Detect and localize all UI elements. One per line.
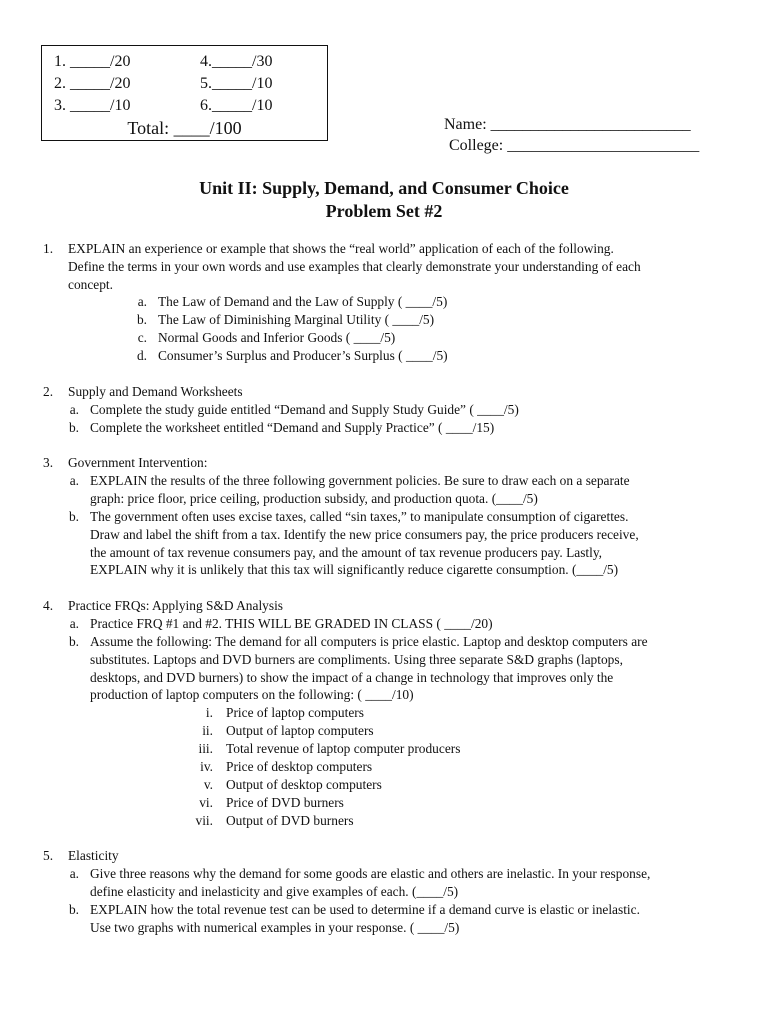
text-line: EXPLAIN the results of the three following government policies. Be sure to draw each on a separate <box>90 473 630 488</box>
sub-item <box>43 812 733 830</box>
section-heading: Elasticity <box>68 848 119 863</box>
section-text <box>68 240 733 293</box>
sub-item-text: Total revenue of laptop computer producers <box>226 741 461 756</box>
sub-item <box>43 794 733 812</box>
item-text: Normal Goods and Inferior Goods ( ____/5) <box>158 330 396 345</box>
item-text <box>90 901 733 937</box>
text-line: The government often uses excise taxes, called “sin taxes,” to manipulate consumption of cigarettes. <box>90 509 629 524</box>
score-4: 4._____/30 <box>200 53 273 70</box>
list-item <box>43 633 733 705</box>
text-line: production of laptop computers on the following: ( ____/10) <box>90 687 414 703</box>
score-3: 3. _____/10 <box>54 97 131 114</box>
text-line: the amount of tax revenue consumers pay, and the amount of tax revenue producers pay. Lastly, <box>90 544 603 560</box>
text-line: EXPLAIN why it is unlikely that this tax will significantly reduce cigarette consumption. (____/5) <box>90 562 619 578</box>
sub-item-label: ii. <box>202 723 213 738</box>
item-label: c. <box>137 330 147 345</box>
item-text <box>90 472 733 508</box>
list-item <box>43 615 733 633</box>
list-item <box>43 472 733 508</box>
text-line: Give three reasons why the demand for some goods are elastic and others are inelastic. In your response, <box>90 866 651 881</box>
sub-item <box>43 776 733 794</box>
sub-item <box>43 722 733 740</box>
section-heading: Supply and Demand Worksheets <box>68 384 243 399</box>
sub-item-text: Output of DVD burners <box>226 813 354 828</box>
section-4 <box>43 597 733 832</box>
text-line: Draw and label the shift from a tax. Identify the new price consumers pay, the price producers receive, <box>90 526 639 542</box>
text-line: EXPLAIN an experience or example that shows the “real world” application of each of the following. <box>68 241 614 256</box>
score-2: 2. _____/20 <box>54 75 131 92</box>
item-label: b. <box>68 634 79 649</box>
list-item <box>43 865 733 901</box>
sub-item-text: Output of desktop computers <box>226 777 382 792</box>
score-total: Total: ____/100 <box>127 118 242 138</box>
section-1 <box>43 240 733 365</box>
section-number: 4. <box>43 598 54 613</box>
list-item <box>43 508 733 580</box>
text-line: desktops, and DVD burners) to show the impact of a change in technology that improves only the <box>90 669 614 685</box>
item-text: Complete the worksheet entitled “Demand and Supply Practice” ( ____/15) <box>90 420 495 435</box>
section-5 <box>43 847 733 939</box>
section-heading: Practice FRQs: Applying S&D Analysis <box>68 598 284 613</box>
item-text <box>90 633 733 704</box>
section-3 <box>43 454 733 580</box>
item-label: a. <box>69 402 79 417</box>
sub-item-label: v. <box>203 777 213 792</box>
sub-item-label: iv. <box>200 759 213 774</box>
sub-item-label: vi. <box>199 795 213 810</box>
sub-item-text: Price of laptop computers <box>226 705 364 720</box>
item-text: The Law of Demand and the Law of Supply ( ____/5) <box>158 294 448 309</box>
list-item <box>43 901 733 937</box>
section-number: 1. <box>43 241 54 256</box>
section-2 <box>43 383 733 439</box>
text-line: graph: price floor, price ceiling, production subsidy, and production quota. (____/5) <box>90 490 538 506</box>
item-label: b. <box>68 420 79 435</box>
sub-item <box>43 704 733 722</box>
list-item <box>43 329 733 347</box>
item-text <box>90 865 733 901</box>
sub-item <box>43 758 733 776</box>
text-line: Assume the following: The demand for all computers is price elastic. Laptop and desktop computers are <box>90 634 648 649</box>
sub-item-label: iii. <box>198 741 213 756</box>
list-item <box>43 419 733 437</box>
text-line: substitutes. Laptops and DVD burners are compliments. Using three separate S&D graphs (laptops, <box>90 651 623 667</box>
score-6: 6._____/10 <box>200 97 273 114</box>
list-item <box>43 347 733 365</box>
item-label: a. <box>69 473 79 488</box>
item-label: d. <box>136 348 147 363</box>
item-label: b. <box>136 312 147 327</box>
item-text <box>90 508 733 579</box>
item-text: Consumer’s Surplus and Producer’s Surplus ( ____/5) <box>158 348 448 363</box>
item-text: Practice FRQ #1 and #2. THIS WILL BE GRADED IN CLASS ( ____/20) <box>90 616 493 631</box>
score-1: 1. _____/20 <box>54 53 131 70</box>
sub-item-label: i. <box>205 705 213 720</box>
section-heading: Government Intervention: <box>68 455 208 470</box>
sub-item-label: vii. <box>195 813 213 828</box>
item-text: The Law of Diminishing Marginal Utility ( ____/5) <box>158 312 435 327</box>
section-number: 2. <box>43 384 54 399</box>
list-item <box>43 401 733 419</box>
item-label: b. <box>68 902 79 917</box>
college-field: College: ________________________ <box>449 137 700 154</box>
item-label: b. <box>68 509 79 524</box>
sub-item-text: Price of DVD burners <box>226 795 344 810</box>
score-box <box>41 45 328 141</box>
item-label: a. <box>69 866 79 881</box>
text-line: EXPLAIN how the total revenue test can be used to determine if a demand curve is elastic or inelastic. <box>90 902 640 917</box>
section-number: 5. <box>43 848 54 863</box>
text-line: concept. <box>68 276 113 292</box>
sub-item-text: Price of desktop computers <box>226 759 373 774</box>
list-item <box>43 311 733 329</box>
page-title: Unit II: Supply, Demand, and Consumer Choice <box>199 178 569 198</box>
item-text: Complete the study guide entitled “Demand and Supply Study Guide” ( ____/5) <box>90 402 519 417</box>
name-field: Name: _________________________ <box>444 116 691 133</box>
list-item <box>43 293 733 311</box>
sub-item-text: Output of laptop computers <box>226 723 374 738</box>
score-5: 5._____/10 <box>200 75 273 92</box>
text-line: define elasticity and inelasticity and give examples of each. (____/5) <box>90 883 459 899</box>
sub-item <box>43 740 733 758</box>
text-line: Define the terms in your own words and use examples that clearly demonstrate your understanding of each <box>68 258 641 274</box>
section-number: 3. <box>43 455 54 470</box>
page-subtitle: Problem Set #2 <box>325 201 443 221</box>
item-label: a. <box>137 294 147 309</box>
item-label: a. <box>69 616 79 631</box>
text-line: Use two graphs with numerical examples in your response. ( ____/5) <box>90 919 460 935</box>
